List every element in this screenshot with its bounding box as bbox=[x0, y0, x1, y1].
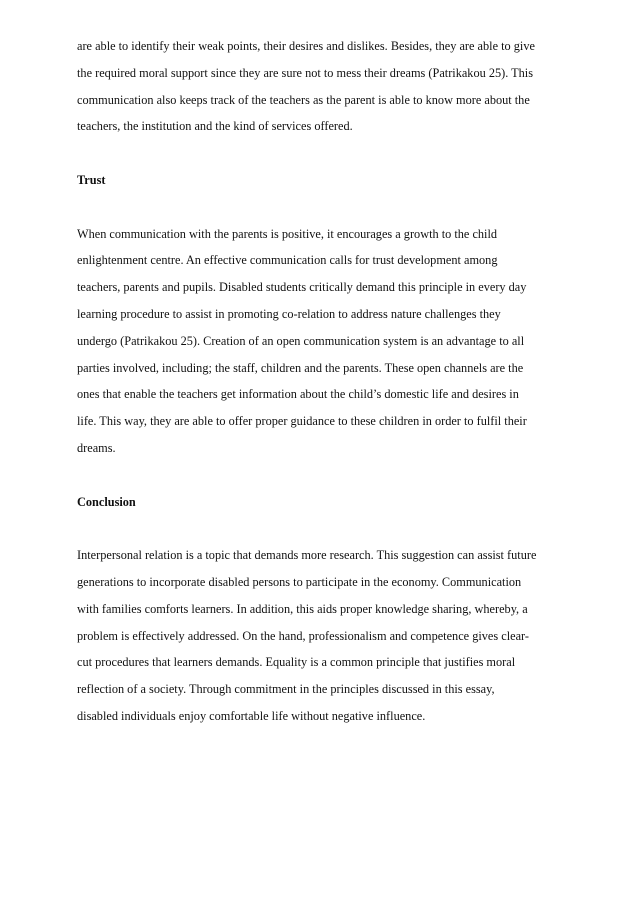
paragraph-line: enlightenment centre. An effective communication calls for trust development among bbox=[77, 253, 498, 268]
paragraph-line: the required moral support since they are sure not to mess their dreams (Patrikakou 25). This bbox=[77, 65, 534, 80]
paragraph-spacer bbox=[77, 515, 565, 542]
paragraph-line: teachers, the institution and the kind of services offered. bbox=[77, 119, 353, 134]
paragraph-spacer bbox=[77, 194, 565, 221]
paragraph-line: ones that enable the teachers get information about the child’s domestic life and desires in bbox=[77, 387, 519, 402]
paragraph-line: When communication with the parents is positive, it encourages a growth to the child bbox=[77, 226, 498, 241]
paragraph-line: reflection of a society. Through commitment in the principles discussed in this essay, bbox=[77, 682, 495, 697]
paragraph-line: learning procedure to assist in promoting co-relation to address nature challenges they bbox=[77, 306, 501, 321]
section-heading-conclusion: Conclusion bbox=[77, 494, 136, 509]
section-heading-trust: Trust bbox=[77, 172, 106, 187]
paragraph-spacer bbox=[77, 462, 565, 489]
paragraph-line: disabled individuals enjoy comfortable life without negative influence. bbox=[77, 708, 426, 723]
document-body bbox=[77, 33, 565, 730]
trust-paragraph bbox=[77, 221, 565, 462]
paragraph-line: parties involved, including; the staff, children and the parents. These open channels are the bbox=[77, 360, 524, 375]
paragraph-line: undergo (Patrikakou 25). Creation of an open communication system is an advantage to all bbox=[77, 333, 525, 348]
paragraph-line: teachers, parents and pupils. Disabled students critically demand this principle in every day bbox=[77, 280, 527, 295]
paragraph-line: problem is effectively addressed. On the hand, professionalism and competence gives clear- bbox=[77, 628, 529, 643]
paragraph-line: with families comforts learners. In addition, this aids proper knowledge sharing, whereby, a bbox=[77, 601, 528, 616]
intro-paragraph bbox=[77, 33, 565, 140]
paragraph-line: dreams. bbox=[77, 440, 116, 455]
paragraph-line: cut procedures that learners demands. Equality is a common principle that justifies moral bbox=[77, 655, 516, 670]
paragraph-spacer bbox=[77, 140, 565, 167]
paragraph-line: communication also keeps track of the teachers as the parent is able to know more about the bbox=[77, 92, 530, 107]
paragraph-line: are able to identify their weak points, their desires and dislikes. Besides, they are able to give bbox=[77, 39, 535, 53]
paragraph-line: life. This way, they are able to offer proper guidance to these children in order to fulfil their bbox=[77, 414, 527, 429]
paragraph-line: Interpersonal relation is a topic that demands more research. This suggestion can assist future bbox=[77, 548, 537, 563]
conclusion-paragraph bbox=[77, 542, 565, 730]
paragraph-line: generations to incorporate disabled persons to participate in the economy. Communication bbox=[77, 574, 522, 589]
